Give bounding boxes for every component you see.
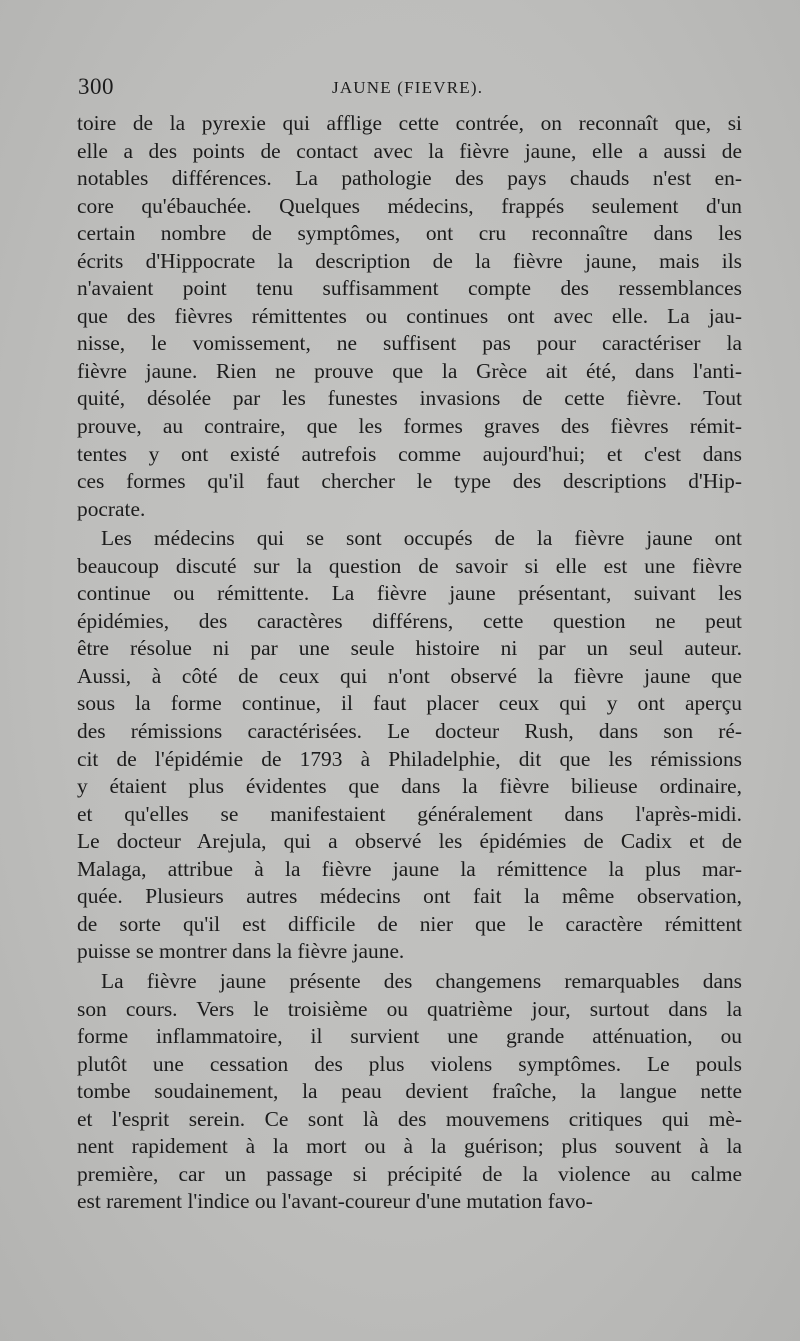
- text-line: et qu'elles se manifestaient généralement dans l'après-midi.: [77, 801, 742, 826]
- text-line: être résolue ni par une seule histoire ni par un seul auteur.: [77, 636, 742, 661]
- text-line: son cours. Vers le troisième ou quatrième jour, surtout dans la: [77, 996, 742, 1021]
- text-line: que des fièvres rémittentes ou continues ont avec elle. La jau-: [77, 303, 742, 328]
- paragraph: [77, 525, 742, 966]
- running-head: [78, 74, 742, 106]
- text-line: tombe soudainement, la peau devient fraîche, la langue nette: [77, 1079, 742, 1104]
- text-line: tentes y ont existé autrefois comme aujourd'hui; et c'est dans: [77, 441, 742, 466]
- text-line: toire de la pyrexie qui afflige cette contrée, on reconnaît que, si: [77, 111, 742, 135]
- paragraph: [77, 110, 742, 523]
- text-line: Aussi, à côté de ceux qui n'ont observé la fièvre jaune que: [77, 663, 742, 688]
- text-line: n'avaient point tenu suffisamment compte des ressemblances: [77, 276, 742, 301]
- page-number: 300: [78, 74, 114, 99]
- text-line: ces formes qu'il faut chercher le type des descriptions d'Hip-: [77, 469, 742, 494]
- text-line: Le docteur Arejula, qui a observé les épidémies de Cadix et de: [77, 829, 742, 854]
- text-line: de sorte qu'il est difficile de nier que le caractère rémittent: [77, 911, 742, 936]
- text-line: Malaga, attribue à la fièvre jaune la rémittence la plus mar-: [77, 856, 742, 881]
- text-line: puisse se montrer dans la fièvre jaune.: [77, 939, 405, 964]
- text-line: cit de l'épidémie de 1793 à Philadelphie, dit que les rémissions: [77, 746, 742, 771]
- paragraph: [77, 968, 742, 1216]
- text-line: core qu'ébauchée. Quelques médecins, frappés seulement d'un: [77, 193, 742, 218]
- text-line: quée. Plusieurs autres médecins ont fait la même observation,: [77, 884, 742, 909]
- text-line: sous la forme continue, il faut placer ceux qui y ont aperçu: [77, 691, 742, 716]
- text-line: nisse, le vomissement, ne suffisent pas pour caractériser la: [77, 331, 742, 356]
- text-line: des rémissions caractérisées. Le docteur Rush, dans son ré-: [77, 719, 742, 744]
- text-line: beaucoup discuté sur la question de savoir si elle est une fièvre: [77, 553, 742, 578]
- text-line: écrits d'Hippocrate la description de la fièvre jaune, mais ils: [77, 248, 742, 273]
- text-line: notables différences. La pathologie des pays chauds n'est en-: [77, 166, 742, 191]
- text-line: quité, désolée par les funestes invasions de cette fièvre. Tout: [77, 386, 742, 411]
- body-text: [77, 110, 742, 1216]
- text-line: La fièvre jaune présente des changemens remarquables dans: [101, 968, 742, 993]
- text-line: nent rapidement à la mort ou à la guérison; plus souvent à la: [77, 1134, 742, 1159]
- text-line: pocrate.: [77, 496, 146, 521]
- text-line: première, car un passage si précipité de la violence au calme: [77, 1161, 742, 1186]
- text-line: forme inflammatoire, il survient une grande atténuation, ou: [77, 1024, 742, 1049]
- text-line: elle a des points de contact avec la fièvre jaune, elle a aussi de: [77, 138, 742, 163]
- text-line: prouve, au contraire, que les formes graves des fièvres rémit-: [77, 414, 742, 439]
- text-line: et l'esprit serein. Ce sont là des mouvemens critiques qui mè-: [77, 1106, 742, 1131]
- text-line: certain nombre de symptômes, ont cru reconnaître dans les: [77, 221, 742, 246]
- running-title: JAUNE (FIEVRE).: [332, 78, 484, 97]
- text-line: y étaient plus évidentes que dans la fièvre bilieuse ordinaire,: [77, 774, 742, 799]
- text-line: plutôt une cessation des plus violens symptômes. Le pouls: [77, 1051, 742, 1076]
- text-line: Les médecins qui se sont occupés de la fièvre jaune ont: [101, 526, 742, 551]
- text-line: fièvre jaune. Rien ne prouve que la Grèce ait été, dans l'anti-: [77, 358, 742, 383]
- text-line: continue ou rémittente. La fièvre jaune présentant, suivant les: [77, 581, 742, 606]
- text-line: épidémies, des caractères différens, cette question ne peut: [77, 608, 742, 633]
- text-line: est rarement l'indice ou l'avant-coureur d'une mutation favo-: [77, 1189, 593, 1214]
